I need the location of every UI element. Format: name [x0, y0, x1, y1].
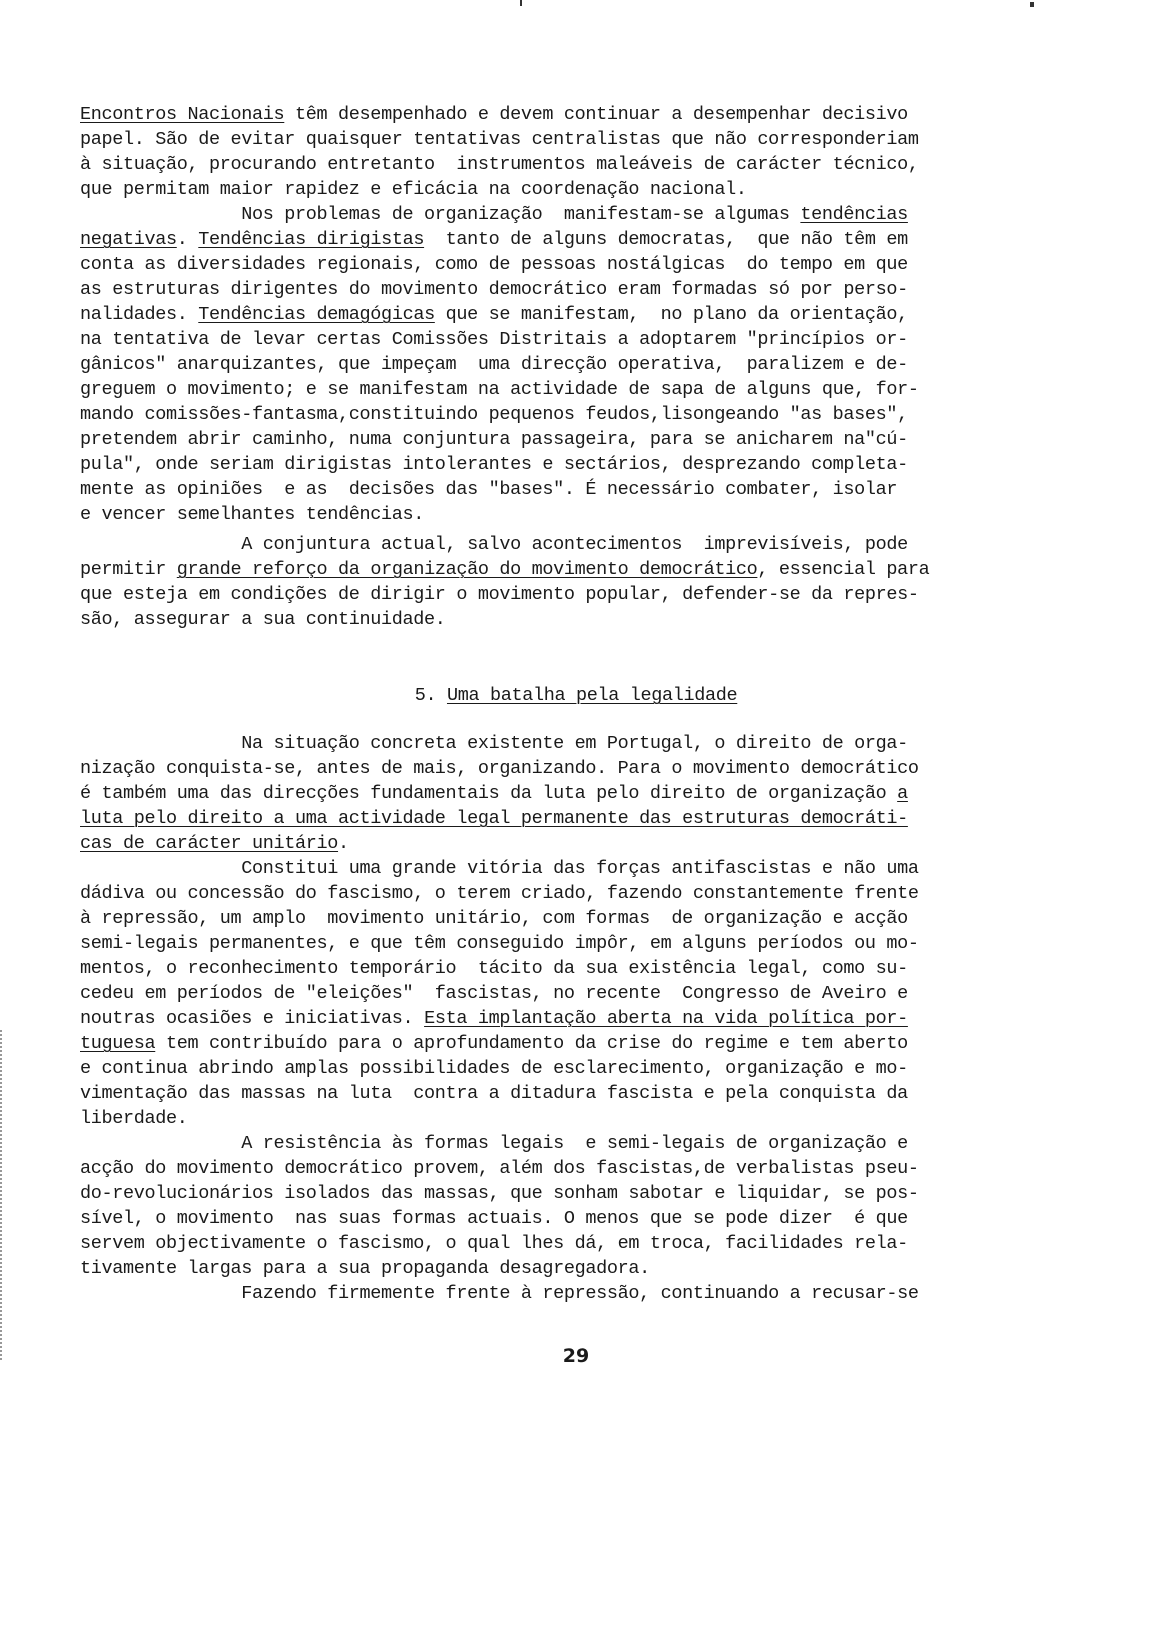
text-line — [80, 1256, 940, 1281]
text-run: e vencer semelhantes tendências. — [80, 504, 425, 525]
text-line — [80, 532, 940, 557]
text-line — [80, 152, 940, 177]
text-line — [80, 731, 940, 756]
text-run: . — [338, 833, 349, 854]
text-run: na tentativa de levar certas Comissões Distritais a adoptarem "princípios or- — [80, 329, 908, 350]
text-run: servem objectivamente o fascismo, o qual lhes dá, em troca, facilidades rela- — [80, 1233, 908, 1254]
text-line — [80, 806, 940, 831]
text-run: cedeu em períodos de "eleições" fascistas, no recente Congresso de Aveiro e — [80, 983, 908, 1004]
underlined-text: tendências — [800, 204, 908, 225]
text-run: papel. São de evitar quaisquer tentativas centralistas que não corresponderiam — [80, 129, 919, 150]
text-line — [80, 1131, 940, 1156]
text-line — [80, 1156, 940, 1181]
text-line — [80, 302, 940, 327]
text-run: permitir — [80, 559, 177, 580]
text-run: e continua abrindo amplas possibilidades de esclarecimento, organização e mo- — [80, 1058, 908, 1079]
text-line — [80, 582, 940, 607]
text-run: . — [176, 229, 199, 250]
text-line — [80, 177, 940, 202]
scan-speck — [1030, 2, 1034, 7]
scan-edge-marks — [0, 1030, 5, 1360]
text-run: as estruturas dirigentes do movimento democrático eram formadas só por perso- — [80, 279, 908, 300]
text-line — [80, 831, 940, 856]
text-line — [80, 252, 940, 277]
text-run: Nos problemas de organização manifestam-se algumas — [80, 204, 801, 225]
text-run: conta as diversidades regionais, como de pessoas nostálgicas do tempo em que — [80, 254, 908, 275]
text-line — [80, 607, 940, 632]
text-run: greguem o movimento; e se manifestam na actividade de sapa de alguns que, for- — [80, 379, 919, 400]
text-run: liberdade. — [80, 1108, 188, 1129]
text-line — [80, 781, 940, 806]
text-run: à situação, procurando entretanto instrumentos maleáveis de carácter técnico, — [80, 154, 919, 175]
text-line — [80, 452, 940, 477]
text-run: tem contribuído para o aprofundamento da crise do regime e tem aberto — [155, 1033, 908, 1054]
text-run: pula", onde seriam dirigistas intolerantes e sectários, desprezando completa- — [80, 454, 908, 475]
text-run: que se manifestam, no plano da orientação, — [434, 304, 908, 325]
text-line — [80, 557, 940, 582]
text-line — [80, 1206, 940, 1231]
underlined-text: negativas — [80, 229, 177, 250]
text-run: nalidades. — [80, 304, 199, 325]
text-line — [80, 881, 940, 906]
text-line — [80, 906, 940, 931]
page-number: 29 — [562, 1345, 590, 1367]
text-run: mentos, o reconhecimento temporário tácito da sua existência legal, como su- — [80, 958, 908, 979]
text-line — [80, 377, 940, 402]
text-run: mente as opiniões e as decisões das "bases". É necessário combater, isolar — [80, 479, 898, 500]
text-run: pretendem abrir caminho, numa conjuntura passageira, para se anicharem na"cú- — [80, 429, 908, 450]
text-run: que esteja em condições de dirigir o movimento popular, defender-se da repres- — [80, 584, 919, 605]
text-line — [80, 1031, 940, 1056]
section-title — [0, 685, 1152, 706]
paragraph-4 — [80, 731, 940, 856]
underlined-text: Uma batalha pela legalidade — [446, 685, 738, 706]
text-line — [80, 1231, 940, 1256]
text-line — [80, 202, 940, 227]
text-run: à repressão, um amplo movimento unitário, com formas de organização e acção — [80, 908, 908, 929]
text-run: sível, o movimento nas suas formas actuais. O menos que se pode dizer é que — [80, 1208, 908, 1229]
text-line — [80, 427, 940, 452]
underlined-text: Esta implantação aberta na vida política por- — [424, 1008, 908, 1029]
paragraph-3 — [80, 532, 940, 632]
text-line — [80, 102, 940, 127]
underlined-text: tuguesa — [80, 1033, 156, 1054]
text-line — [80, 502, 940, 527]
text-line — [80, 227, 940, 252]
underlined-text: Tendências demagógicas — [198, 304, 435, 325]
text-line — [80, 1081, 940, 1106]
text-run: mando comissões-fantasma,constituindo pequenos feudos,lisongeando "as bases", — [80, 404, 908, 425]
text-run: tanto de alguns democratas, que não têm em — [424, 229, 908, 250]
text-line — [80, 477, 940, 502]
text-run: Constitui uma grande vitória das forças antifascistas e não uma — [80, 858, 919, 879]
paragraph-1 — [80, 102, 940, 202]
text-run: , essencial para — [757, 559, 930, 580]
text-line — [80, 327, 940, 352]
text-run: nização conquista-se, antes de mais, organizando. Para o movimento democrático — [80, 758, 919, 779]
underlined-text: Encontros Nacionais — [80, 104, 285, 125]
text-line — [80, 1106, 940, 1131]
paragraph-2 — [80, 202, 940, 527]
text-run: Fazendo firmemente frente à repressão, continuando a recusar-se — [80, 1283, 919, 1304]
underlined-text: a — [897, 783, 908, 804]
text-line — [80, 931, 940, 956]
text-line — [80, 1056, 940, 1081]
text-line — [80, 1006, 940, 1031]
text-run: que permitam maior rapidez e eficácia na coordenação nacional. — [80, 179, 747, 200]
text-run: Na situação concreta existente em Portugal, o direito de orga- — [80, 733, 908, 754]
text-line — [80, 277, 940, 302]
text-line — [80, 1181, 940, 1206]
paragraph-6 — [80, 1131, 940, 1306]
text-run: semi-legais permanentes, e que têm conseguido impôr, em alguns períodos ou mo- — [80, 933, 919, 954]
text-line — [80, 1281, 940, 1306]
text-run: do-revolucionários isolados das massas, que sonham sabotar e liquidar, se pos- — [80, 1183, 919, 1204]
text-line — [80, 856, 940, 881]
text-run: é também uma das direcções fundamentais da luta pelo direito de organização — [80, 783, 898, 804]
scan-speck — [520, 0, 522, 6]
text-run: dádiva ou concessão do fascismo, o terem criado, fazendo constantemente frente — [80, 883, 919, 904]
text-line — [80, 352, 940, 377]
underlined-text: grande reforço da organização do movimento democrático — [176, 559, 758, 580]
text-line — [80, 981, 940, 1006]
paragraph-5 — [80, 856, 940, 1131]
text-run: são, assegurar a sua continuidade. — [80, 609, 446, 630]
underlined-text: luta pelo direito a uma actividade legal permanente das estruturas democráti- — [80, 808, 908, 829]
text-run: gânicos" anarquizantes, que impeçam uma direcção operativa, paralizem e de- — [80, 354, 908, 375]
text-run: 5. — [414, 685, 447, 706]
text-line — [80, 127, 940, 152]
text-run: noutras ocasiões e iniciativas. — [80, 1008, 425, 1029]
text-line — [80, 956, 940, 981]
underlined-text: cas de carácter unitário — [80, 833, 339, 854]
text-run: tivamente largas para a sua propaganda desagregadora. — [80, 1258, 650, 1279]
text-line — [80, 402, 940, 427]
text-run: vimentação das massas na luta contra a ditadura fascista e pela conquista da — [80, 1083, 908, 1104]
text-run: A conjuntura actual, salvo acontecimentos imprevisíveis, pode — [80, 534, 908, 555]
text-run: acção do movimento democrático provem, além dos fascistas,de verbalistas pseu- — [80, 1158, 919, 1179]
text-run: têm desempenhado e devem continuar a desempenhar decisivo — [284, 104, 908, 125]
text-run: A resistência às formas legais e semi-legais de organização e — [80, 1133, 908, 1154]
underlined-text: Tendências dirigistas — [198, 229, 425, 250]
text-line — [80, 756, 940, 781]
